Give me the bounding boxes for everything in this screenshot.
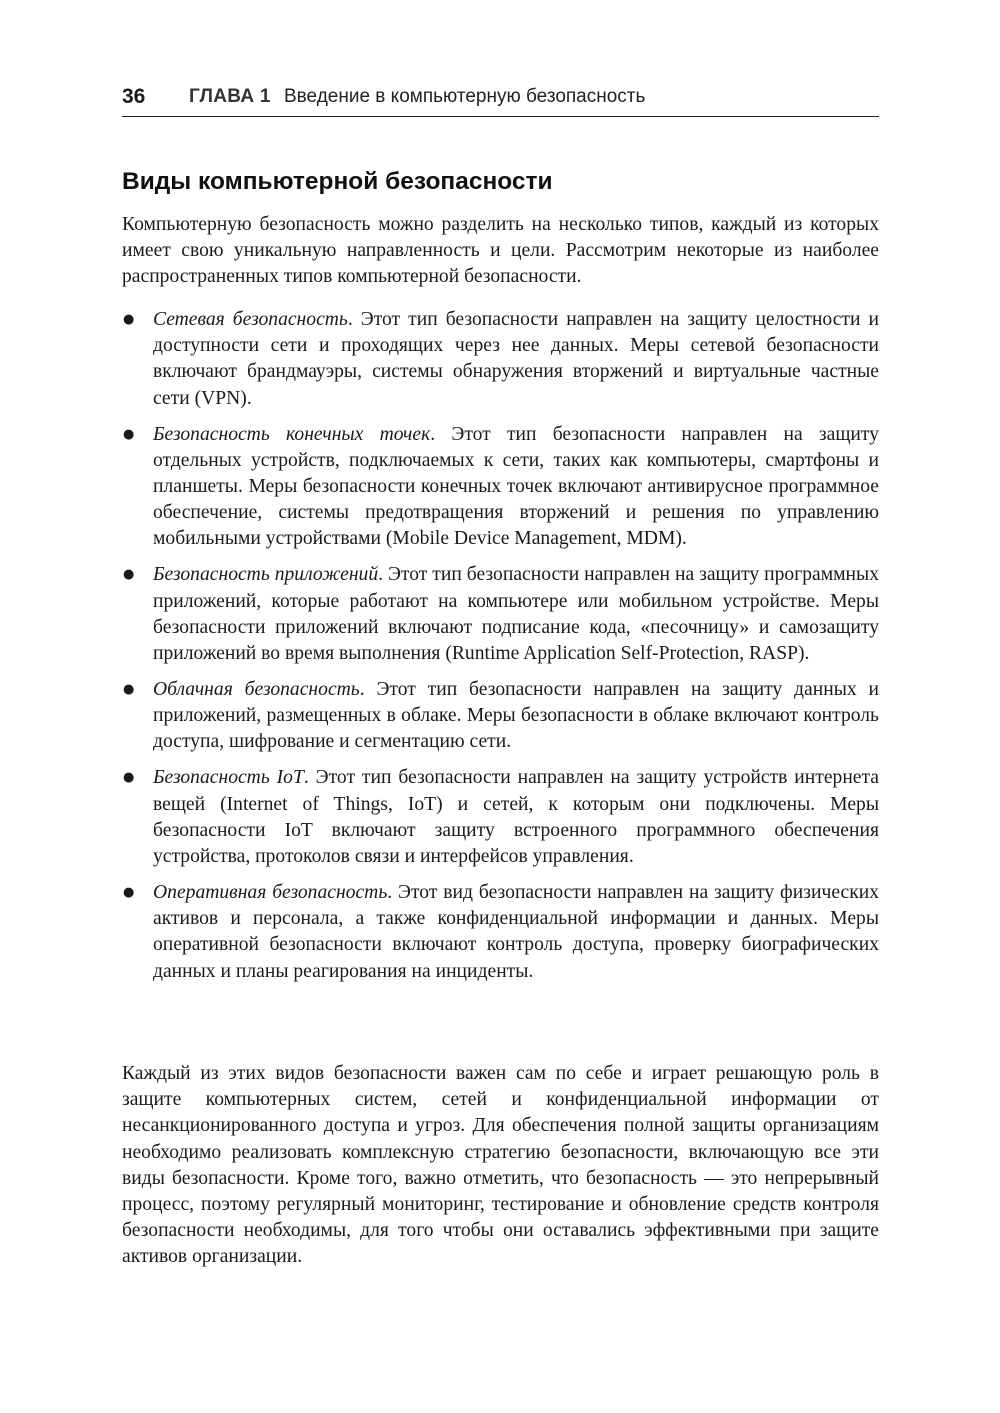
list-item-term: Облачная безопасность <box>153 679 360 701</box>
section-title: Виды компьютерной безопасности <box>122 168 553 195</box>
bullet-icon: ● <box>123 682 135 698</box>
list-item-term: Безопасность конечных точек <box>153 423 431 445</box>
list-item-application-security <box>122 562 879 667</box>
chapter-title: Введение в компьютерную безопасность <box>284 86 646 107</box>
bullet-icon: ● <box>123 426 135 442</box>
list-item-endpoint-security <box>122 422 879 553</box>
list-item-network-security <box>122 307 879 412</box>
intro-paragraph: Компьютерную безопасность можно разделить на несколько типов, каждый из которых имеет свою уникальную направленность и цели. Рассмотрим некоторые из наиболее распространенных типов компьютерной безопасности. <box>122 214 879 288</box>
list-item-operational-security <box>122 880 879 985</box>
list-item-iot-security <box>122 765 879 870</box>
list-item-text: . Этот тип безопасности направлен на защиту устройств интернета вещей (Internet of Things, IoT) и сетей, к которым они подключены. Меры безопасности IoT включают защиту встроенного программного обеспечения устройства, протоколов связи и интерфейсов управления. <box>153 767 880 868</box>
list-item-text: . Этот вид безопасности направлен на защиту физических активов и персонала, а также конфиденциальной информации и данных. Меры оперативной безопасности включают контроль доступа, проверку биографических данных и планы реагирования на инциденты. <box>153 882 880 982</box>
list-item-cloud-security <box>122 677 879 756</box>
list-item-term: Сетевая безопасность <box>153 309 348 330</box>
conclusion-paragraph: Каждый из этих видов безопасности важен сам по себе и играет решающую роль в защите компьютерных систем, сетей и конфиденциальной информации от несанкционированного доступа и угроз. Для обеспечения полной защиты организациям необходимо реализовать комплексную стратегию безопасности, включающую все эти виды безопасности. Кроме того, важно отметить, что безопасность — это непрерывный процесс, поэтому регулярный мониторинг, тестирование и обновление средств контроля безопасности необходимы, для того чтобы они оставались эффективными при защите активов организации. <box>122 1063 879 1268</box>
security-types-list <box>122 307 879 995</box>
list-item-term: Безопасность IoT <box>153 767 304 789</box>
chapter-label: ГЛАВА 1 <box>189 86 271 107</box>
list-item-text: . Этот тип безопасности направлен на защиту программных приложений, которые работают на компьютере или мобильном устройстве. Меры безопасности приложений включают подписание кода, «песочницу» и самозащиту приложений во время выполнения (Runtime Application Self-Protection, RASP). <box>153 564 880 665</box>
list-item-text: . Этот тип безопасности направлен на защиту данных и приложений, размещенных в облаке. Меры безопасности в облаке включают контроль доступа, шифрование и сегментацию сети. <box>153 679 879 753</box>
bullet-icon: ● <box>123 770 135 786</box>
bullet-icon: ● <box>123 567 135 583</box>
running-header <box>122 84 879 117</box>
list-item-term: Безопасность приложений <box>153 564 379 586</box>
list-item-term: Оперативная безопасность <box>153 882 388 904</box>
list-item-text: . Этот тип безопасности направлен на защиту целостности и доступности сети и проходящих через нее данных. Меры сетевой безопасности включают брандмауэры, системы обнаружения вторжений и виртуальные частные сети (VPN). <box>153 309 879 409</box>
bullet-icon: ● <box>123 312 135 327</box>
bullet-icon: ● <box>123 885 135 901</box>
list-item-text: . Этот тип безопасности направлен на защиту отдельных устройств, подключаемых к сети, таких как компьютеры, смартфоны и планшеты. Меры безопасности конечных точек включают антивирусное программное обеспечение, системы предотвращения вторжений и решения по управлению мобильными устройствами (Mobile Device Management, MDM). <box>153 423 879 550</box>
page-number: 36 <box>122 85 146 108</box>
